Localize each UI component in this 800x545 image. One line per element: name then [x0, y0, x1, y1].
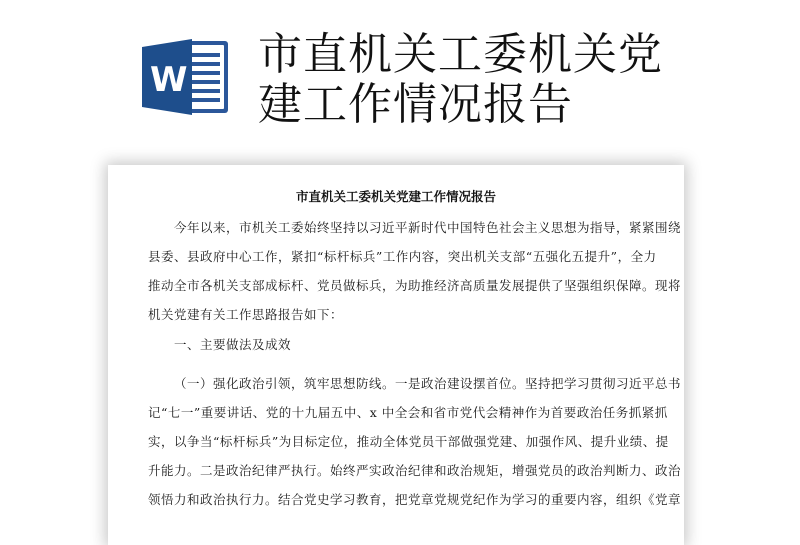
document-page [108, 165, 684, 526]
page-title [258, 30, 663, 130]
paragraph-line: 机关党建有关工作思路报告如下： [148, 307, 344, 322]
section-1-heading: 一、主要做法及成效 [174, 337, 292, 352]
paragraph-line: 今年以来，市机关工委始终坚持以习近平新时代中国特色社会主义思想为指导，紧紧围绕 [174, 220, 682, 235]
section-heading [148, 330, 644, 359]
document-title: 市直机关工委机关党建工作情况报告 [295, 189, 496, 204]
word-document-icon [140, 35, 232, 119]
title-line-1: 市直机关工委机关党 [258, 29, 663, 80]
paragraph-line: 升能力。二是政治纪律严执行。始终严实政治纪律和政治规矩，增强党员的政治判断力、政治 [148, 463, 682, 478]
section-1-paragraph [148, 369, 682, 514]
paragraph-line: 记“七一”重要讲话、党的十九届五中、x 中全会和省市党代会精神作为首要政治任务抓紧抓 [148, 405, 668, 420]
paragraph-line: 实，以争当“标杆标兵”为目标定位，推动全体党员干部做强党建、加强作风、提升业绩、提 [148, 434, 669, 449]
header-banner [0, 0, 800, 160]
paragraph-line: 县委、县政府中心工作，紧扣“标杆标兵”工作内容，突出机关支部“五强化五提升”，全力 [148, 249, 657, 264]
paragraph-line: 推动全市各机关支部成标杆、党员做标兵，为助推经济高质量发展提供了坚强组织保障。现将 [148, 278, 682, 293]
intro-paragraph [148, 213, 682, 329]
paragraph-line: 领悟力和政治执行力。结合党史学习教育，把党章党规党纪作为学习的重要内容，组织《党章 [148, 492, 682, 507]
paragraph-line: （一）强化政治引领，筑牢思想防线。一是政治建设摆首位。坚持把学习贯彻习近平总书 [174, 376, 682, 391]
title-line-2: 建工作情况报告 [258, 79, 573, 130]
svg-text:W: W [150, 60, 188, 100]
